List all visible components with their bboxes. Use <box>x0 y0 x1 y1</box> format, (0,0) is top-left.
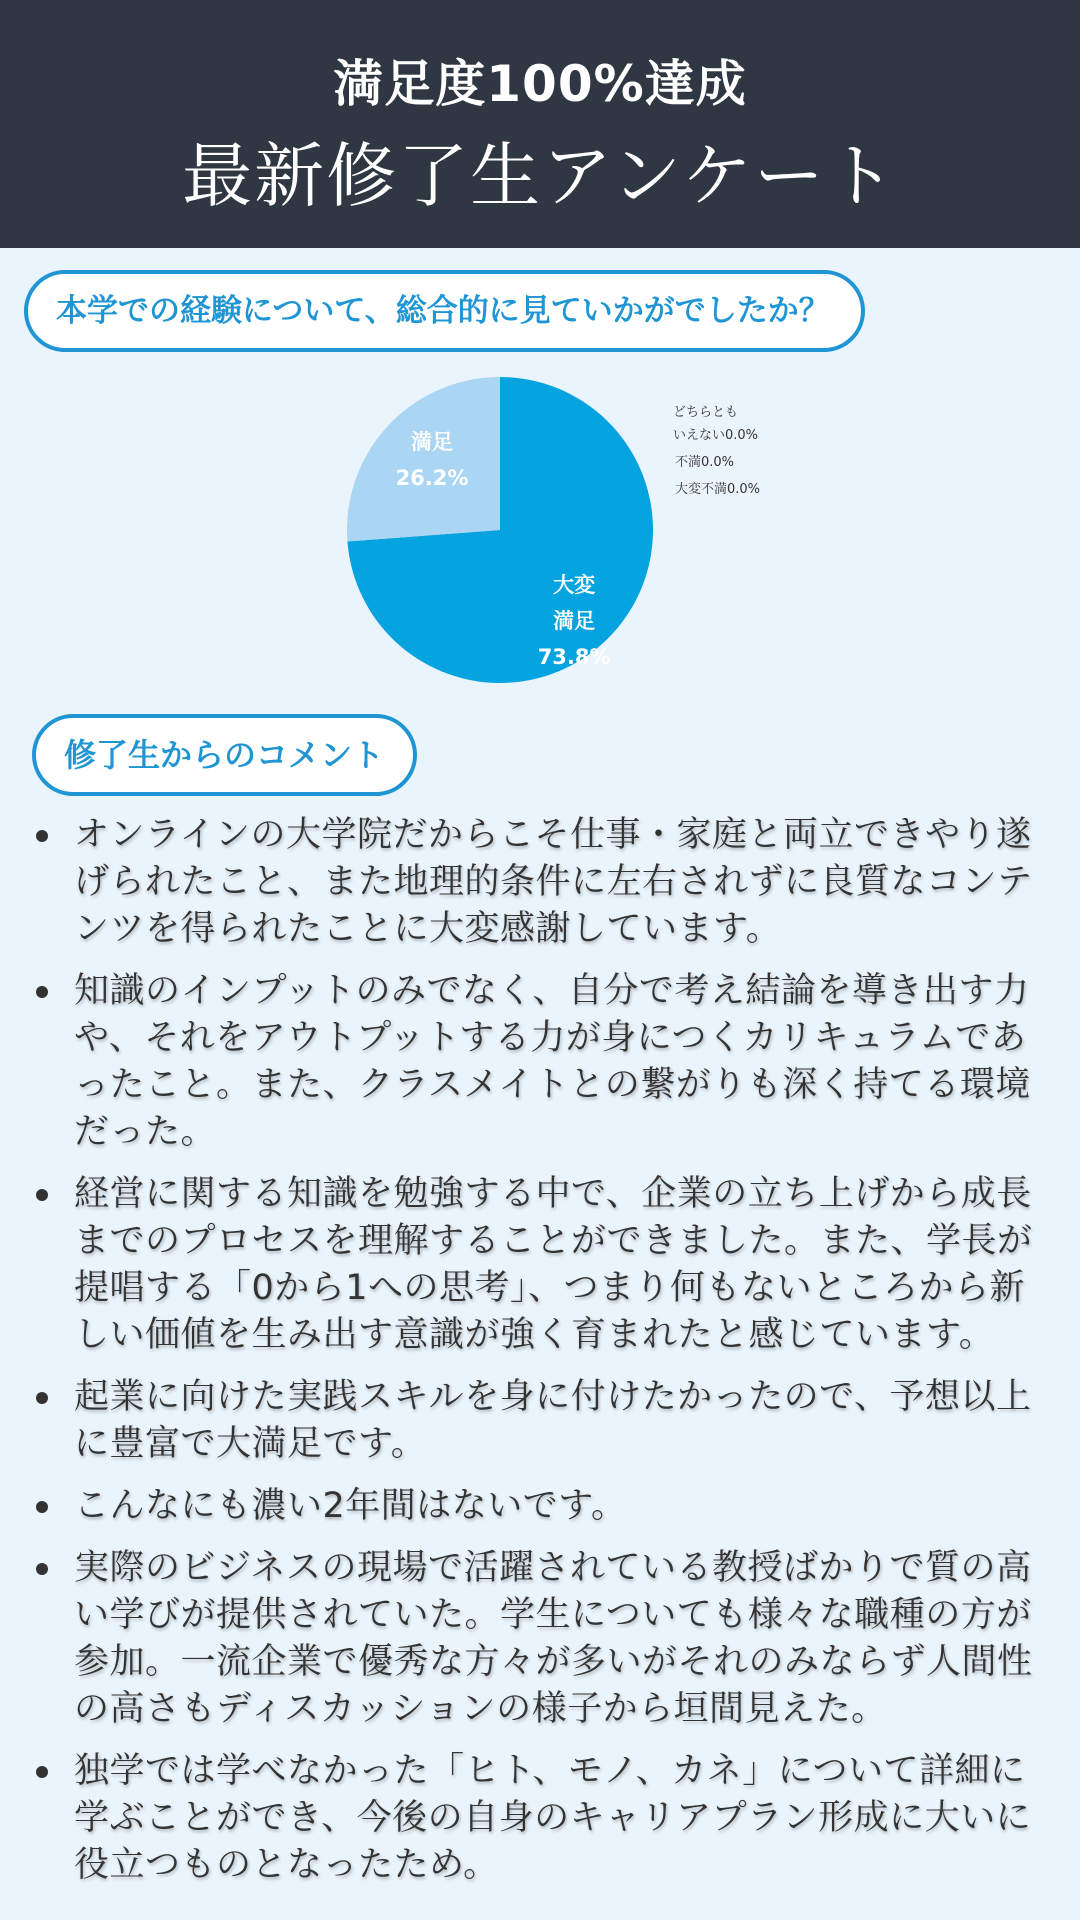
header-banner <box>0 0 1080 248</box>
header-subtitle: 満足度100%達成 <box>333 55 747 113</box>
zero-category-label: どちらとも <box>673 405 739 420</box>
zero-category-label: いえない0.0% <box>673 428 759 443</box>
zero-category-label: 大変不満0.0% <box>675 482 761 497</box>
satisfaction-pie-chart <box>0 360 1080 700</box>
comment-item: こんなにも濃い2年間はないです。 <box>74 1483 1058 1530</box>
page-title: 最新修了生アンケート <box>182 135 898 217</box>
comment-list <box>0 812 1080 1904</box>
slice-value-label: 26.2% <box>395 465 469 490</box>
comment-item: 経営に関する知識を勉強する中で、企業の立ち上げから成長までのプロセスを理解することができました。また、学長が提唱する「0から1への思考」、つまり何もないところから新しい価値を生み出す意識が強く育まれたと感じています。 <box>74 1171 1058 1359</box>
slice-category-label: 大変 <box>553 572 596 597</box>
pie-slice-1 <box>347 377 500 542</box>
zero-category-label: 不満0.0% <box>675 455 735 470</box>
slice-category-label: 満足 <box>553 608 596 633</box>
question-label: 本学での経験について、総合的に見ていかがでしたか？ <box>24 270 865 352</box>
comment-item: 実際のビジネスの現場で活躍されている教授ばかりで質の高い学びが提供されていた。学生についても様々な職種の方が参加。一流企業で優秀な方々が多いがそれのみならず人間性の高さもディスカッションの様子から垣間見えた。 <box>74 1545 1058 1733</box>
comment-item: オンラインの大学院だからこそ仕事・家庭と両立できやり遂げられたこと、また地理的条件に左右されずに良質なコンテンツを得られたことに大変感謝しています。 <box>74 812 1058 953</box>
comment-item: 知識のインプットのみでなく、自分で考え結論を導き出す力や、それをアウトプットする力が身につくカリキュラムであったこと。また、クラスメイトとの繋がりも深く持てる環境だった。 <box>74 968 1058 1156</box>
comment-item: 起業に向けた実践スキルを身に付けたかったので、予想以上に豊富で大満足です。 <box>74 1374 1058 1468</box>
comments-heading: 修了生からのコメント <box>32 714 417 796</box>
slice-value-label: 73.8% <box>537 644 611 669</box>
comment-item: 独学では学べなかった「ヒト、モノ、カネ」について詳細に学ぶことができ、今後の自身のキャリアプラン形成に大いに役立つものとなったため。 <box>74 1748 1058 1889</box>
slice-category-label: 満足 <box>411 429 454 454</box>
